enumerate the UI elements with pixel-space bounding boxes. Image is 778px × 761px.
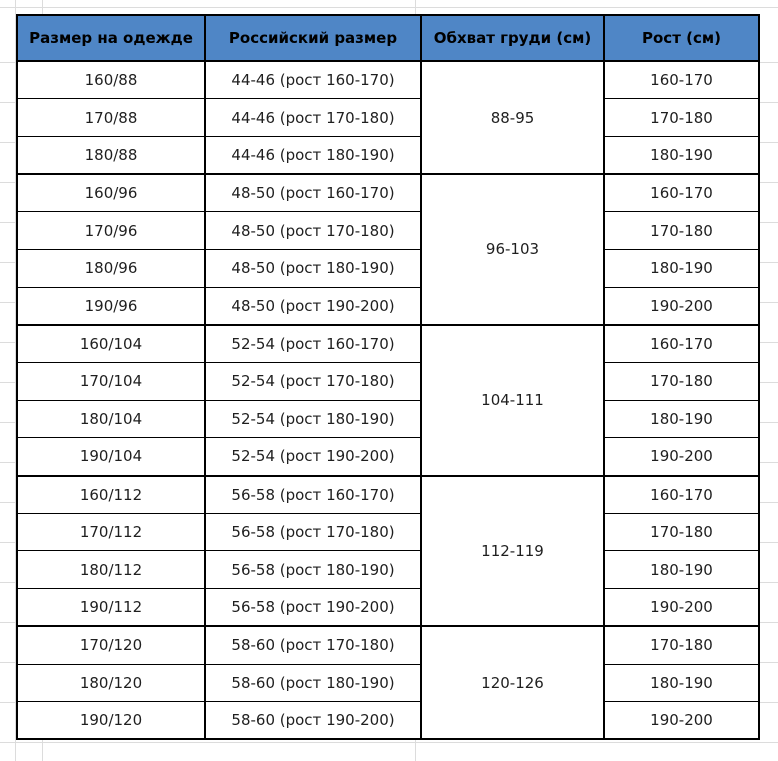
height-cell[interactable]: 160-170 bbox=[604, 174, 759, 212]
ru-size-cell[interactable]: 56-58 (рост 190-200) bbox=[205, 589, 421, 627]
size-chart-table bbox=[16, 14, 760, 740]
table-row bbox=[17, 212, 759, 250]
height-cell[interactable]: 170-180 bbox=[604, 513, 759, 551]
table-row bbox=[17, 249, 759, 287]
table-row bbox=[17, 363, 759, 401]
height-cell[interactable]: 180-190 bbox=[604, 400, 759, 438]
excel-gridline-horizontal bbox=[0, 742, 778, 743]
height-cell[interactable]: 170-180 bbox=[604, 626, 759, 664]
table-row bbox=[17, 325, 759, 363]
ru-size-cell[interactable]: 44-46 (рост 180-190) bbox=[205, 136, 421, 174]
size-cell[interactable]: 160/96 bbox=[17, 174, 205, 212]
table-row bbox=[17, 136, 759, 174]
table-row bbox=[17, 438, 759, 476]
chest-cell[interactable]: 112-119 bbox=[421, 476, 604, 627]
height-cell[interactable]: 180-190 bbox=[604, 249, 759, 287]
table-row bbox=[17, 174, 759, 212]
height-cell[interactable]: 180-190 bbox=[604, 664, 759, 702]
height-cell[interactable]: 190-200 bbox=[604, 589, 759, 627]
table-row bbox=[17, 287, 759, 325]
size-cell[interactable]: 170/88 bbox=[17, 99, 205, 137]
table-row bbox=[17, 589, 759, 627]
ru-size-cell[interactable]: 52-54 (рост 190-200) bbox=[205, 438, 421, 476]
height-cell[interactable]: 170-180 bbox=[604, 363, 759, 401]
table-row bbox=[17, 61, 759, 99]
height-cell[interactable]: 190-200 bbox=[604, 702, 759, 740]
size-cell[interactable]: 190/120 bbox=[17, 702, 205, 740]
ru-size-cell[interactable]: 44-46 (рост 160-170) bbox=[205, 61, 421, 99]
header-row bbox=[17, 15, 759, 61]
excel-gridline-horizontal bbox=[0, 7, 778, 8]
header-cell-russian-size[interactable]: Российский размер bbox=[205, 15, 421, 61]
size-cell[interactable]: 170/120 bbox=[17, 626, 205, 664]
table-row bbox=[17, 551, 759, 589]
size-cell[interactable]: 160/88 bbox=[17, 61, 205, 99]
chest-cell[interactable]: 88-95 bbox=[421, 61, 604, 174]
table-row bbox=[17, 99, 759, 137]
height-cell[interactable]: 190-200 bbox=[604, 287, 759, 325]
size-cell[interactable]: 190/112 bbox=[17, 589, 205, 627]
size-cell[interactable]: 170/112 bbox=[17, 513, 205, 551]
table-row bbox=[17, 476, 759, 514]
size-cell[interactable]: 170/96 bbox=[17, 212, 205, 250]
header-cell-size-on-clothing[interactable]: Размер на одежде bbox=[17, 15, 205, 61]
height-cell[interactable]: 160-170 bbox=[604, 325, 759, 363]
table-row bbox=[17, 513, 759, 551]
height-cell[interactable]: 170-180 bbox=[604, 99, 759, 137]
height-cell[interactable]: 160-170 bbox=[604, 476, 759, 514]
ru-size-cell[interactable]: 52-54 (рост 170-180) bbox=[205, 363, 421, 401]
table-row bbox=[17, 400, 759, 438]
size-cell[interactable]: 180/104 bbox=[17, 400, 205, 438]
height-cell[interactable]: 190-200 bbox=[604, 438, 759, 476]
size-cell[interactable]: 180/96 bbox=[17, 249, 205, 287]
ru-size-cell[interactable]: 48-50 (рост 180-190) bbox=[205, 249, 421, 287]
size-cell[interactable]: 180/88 bbox=[17, 136, 205, 174]
ru-size-cell[interactable]: 58-60 (рост 190-200) bbox=[205, 702, 421, 740]
size-cell[interactable]: 160/104 bbox=[17, 325, 205, 363]
height-cell[interactable]: 180-190 bbox=[604, 551, 759, 589]
size-cell[interactable]: 180/120 bbox=[17, 664, 205, 702]
ru-size-cell[interactable]: 52-54 (рост 160-170) bbox=[205, 325, 421, 363]
size-cell[interactable]: 160/112 bbox=[17, 476, 205, 514]
table-row bbox=[17, 702, 759, 740]
table-row bbox=[17, 626, 759, 664]
ru-size-cell[interactable]: 44-46 (рост 170-180) bbox=[205, 99, 421, 137]
ru-size-cell[interactable]: 48-50 (рост 160-170) bbox=[205, 174, 421, 212]
size-cell[interactable]: 180/112 bbox=[17, 551, 205, 589]
header-cell-height[interactable]: Рост (см) bbox=[604, 15, 759, 61]
height-cell[interactable]: 180-190 bbox=[604, 136, 759, 174]
height-cell[interactable]: 160-170 bbox=[604, 61, 759, 99]
ru-size-cell[interactable]: 58-60 (рост 180-190) bbox=[205, 664, 421, 702]
size-cell[interactable]: 190/104 bbox=[17, 438, 205, 476]
ru-size-cell[interactable]: 58-60 (рост 170-180) bbox=[205, 626, 421, 664]
ru-size-cell[interactable]: 48-50 (рост 170-180) bbox=[205, 212, 421, 250]
ru-size-cell[interactable]: 52-54 (рост 180-190) bbox=[205, 400, 421, 438]
ru-size-cell[interactable]: 56-58 (рост 160-170) bbox=[205, 476, 421, 514]
size-cell[interactable]: 170/104 bbox=[17, 363, 205, 401]
chest-cell[interactable]: 120-126 bbox=[421, 626, 604, 739]
ru-size-cell[interactable]: 56-58 (рост 180-190) bbox=[205, 551, 421, 589]
chest-cell[interactable]: 104-111 bbox=[421, 325, 604, 476]
header-cell-chest[interactable]: Обхват груди (см) bbox=[421, 15, 604, 61]
height-cell[interactable]: 170-180 bbox=[604, 212, 759, 250]
ru-size-cell[interactable]: 56-58 (рост 170-180) bbox=[205, 513, 421, 551]
size-cell[interactable]: 190/96 bbox=[17, 287, 205, 325]
chest-cell[interactable]: 96-103 bbox=[421, 174, 604, 325]
ru-size-cell[interactable]: 48-50 (рост 190-200) bbox=[205, 287, 421, 325]
table-row bbox=[17, 664, 759, 702]
